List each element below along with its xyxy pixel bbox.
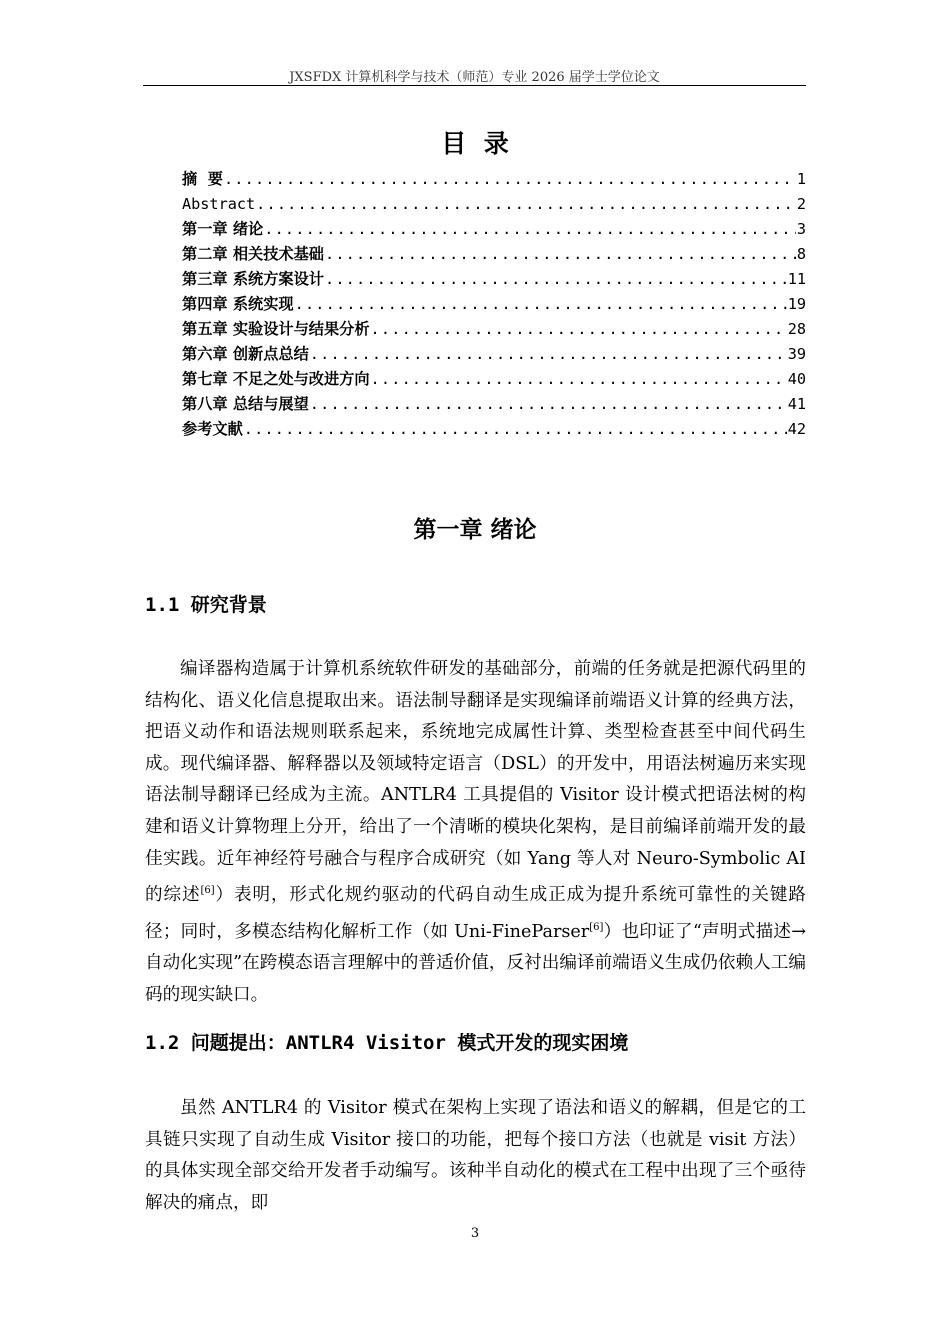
toc-entry-label: 第八章 总结与展望 (182, 395, 309, 413)
body-paragraph-1 (145, 654, 806, 1011)
paragraph-text: ）表明，形式化规约驱动的代码自动生成正成为提升系统可靠性的关键路径；同时，多模态结构化解析工作（如 Uni-FineParser (145, 885, 806, 942)
chapter-title: 第一章 绪论 (413, 517, 537, 543)
toc-entry-label: 第三章 系统方案设计 (182, 270, 324, 288)
toc-entry-label: 第四章 系统实现 (182, 295, 294, 313)
toc-entry-abstract-en[interactable] (182, 192, 806, 217)
toc-leader-dots (310, 392, 787, 417)
toc-leader-dots (371, 317, 787, 342)
toc-entry-page: 39 (787, 345, 806, 363)
toc-entry-label: 第一章 绪论 (182, 220, 264, 238)
toc-entry-chapter-7[interactable] (182, 367, 806, 392)
toc-leader-dots (371, 367, 787, 392)
toc-entry-page: 1 (796, 170, 806, 188)
toc-entry-chapter-1[interactable] (182, 217, 806, 242)
toc-entry-page: 41 (787, 395, 806, 413)
running-header: JXSFDX 计算机科学与技术（师范）专业 2026 届学士学位论文 (289, 70, 660, 85)
toc-leader-dots (325, 242, 796, 267)
toc-entry-chapter-4[interactable] (182, 292, 806, 317)
body-paragraph-2: 虽然 ANTLR4 的 Visitor 模式在架构上实现了语法和语义的解耦，但是它的工具链只实现了自动生成 Visitor 接口的功能，把每个接口方法（也就是 visit 方法）的具体实现全部交给开发者手动编写。该种半自动化的模式在工程中出现了三个亟待解决的痛点，即 (145, 1098, 806, 1213)
section-heading-1-1: 1.1 研究背景 (145, 594, 267, 616)
toc-leader-dots (264, 217, 796, 242)
toc-entry-label: 第七章 不足之处与改进方向 (182, 370, 370, 388)
toc-entry-page: 40 (787, 370, 806, 388)
toc-entry-page: 19 (787, 295, 806, 313)
toc-entry-page: 8 (796, 245, 806, 263)
citation-marker[interactable]: [6] (589, 921, 604, 933)
toc-leader-dots (310, 342, 787, 367)
toc-title: 目 录 (441, 129, 509, 158)
toc-entry-chapter-2[interactable] (182, 242, 806, 267)
toc-entry-label: Abstract (182, 195, 256, 213)
page-number: 3 (470, 1226, 480, 1241)
toc-entry-chapter-5[interactable] (182, 317, 806, 342)
toc-leader-dots (256, 192, 796, 217)
toc-leader-dots (325, 267, 787, 292)
toc-entry-label: 第六章 创新点总结 (182, 345, 309, 363)
paragraph-text: ）也印证了“声明式描述→自动化实现”在跨模态语言理解中的普适价值，反衬出编译前端语义生成仍依赖人工编码的现实缺口。 (145, 921, 806, 1005)
table-of-contents (182, 167, 806, 442)
toc-entry-page: 28 (787, 320, 806, 338)
toc-entry-abstract-cn[interactable] (182, 167, 806, 192)
toc-entry-label: 第五章 实验设计与结果分析 (182, 320, 370, 338)
toc-entry-page: 42 (787, 420, 806, 438)
toc-leader-dots (244, 417, 787, 442)
toc-entry-chapter-8[interactable] (182, 392, 806, 417)
toc-entry-page: 11 (787, 270, 806, 288)
citation-marker[interactable]: [6] (200, 885, 215, 897)
toc-entry-references[interactable] (182, 417, 806, 442)
toc-leader-dots (295, 292, 787, 317)
section-heading-1-2: 1.2 问题提出：ANTLR4 Visitor 模式开发的现实困境 (145, 1032, 629, 1054)
toc-entry-chapter-6[interactable] (182, 342, 806, 367)
toc-entry-page: 2 (796, 195, 806, 213)
header-rule (143, 85, 806, 86)
toc-entry-chapter-3[interactable] (182, 267, 806, 292)
toc-entry-label: 参考文献 (182, 420, 243, 438)
toc-entry-label: 摘 要 (182, 170, 223, 188)
toc-entry-label: 第二章 相关技术基础 (182, 245, 324, 263)
toc-leader-dots (224, 167, 796, 192)
toc-entry-page: 3 (796, 220, 806, 238)
paragraph-text: 编译器构造属于计算机系统软件研发的基础部分，前端的任务就是把源代码里的结构化、语义化信息提取出来。语法制导翻译是实现编译前端语义计算的经典方法，把语义动作和语法规则联系起来，系统地完成属性计算、类型检查甚至中间代码生成。现代编译器、解释器以及领域特定语言（DSL）的开发中，用语法树遍历来实现语法制导翻译已经成为主流。ANTLR4 工具提倡的 Visitor 设计模式把语法树的构建和语义计算物理上分开，给出了一个清晰的模块化架构，是目前编译前端开发的最佳实践。近年神经符号融合与程序合成研究（如 Yang 等人对 Neuro-Symbolic AI 的综述 (145, 659, 806, 906)
